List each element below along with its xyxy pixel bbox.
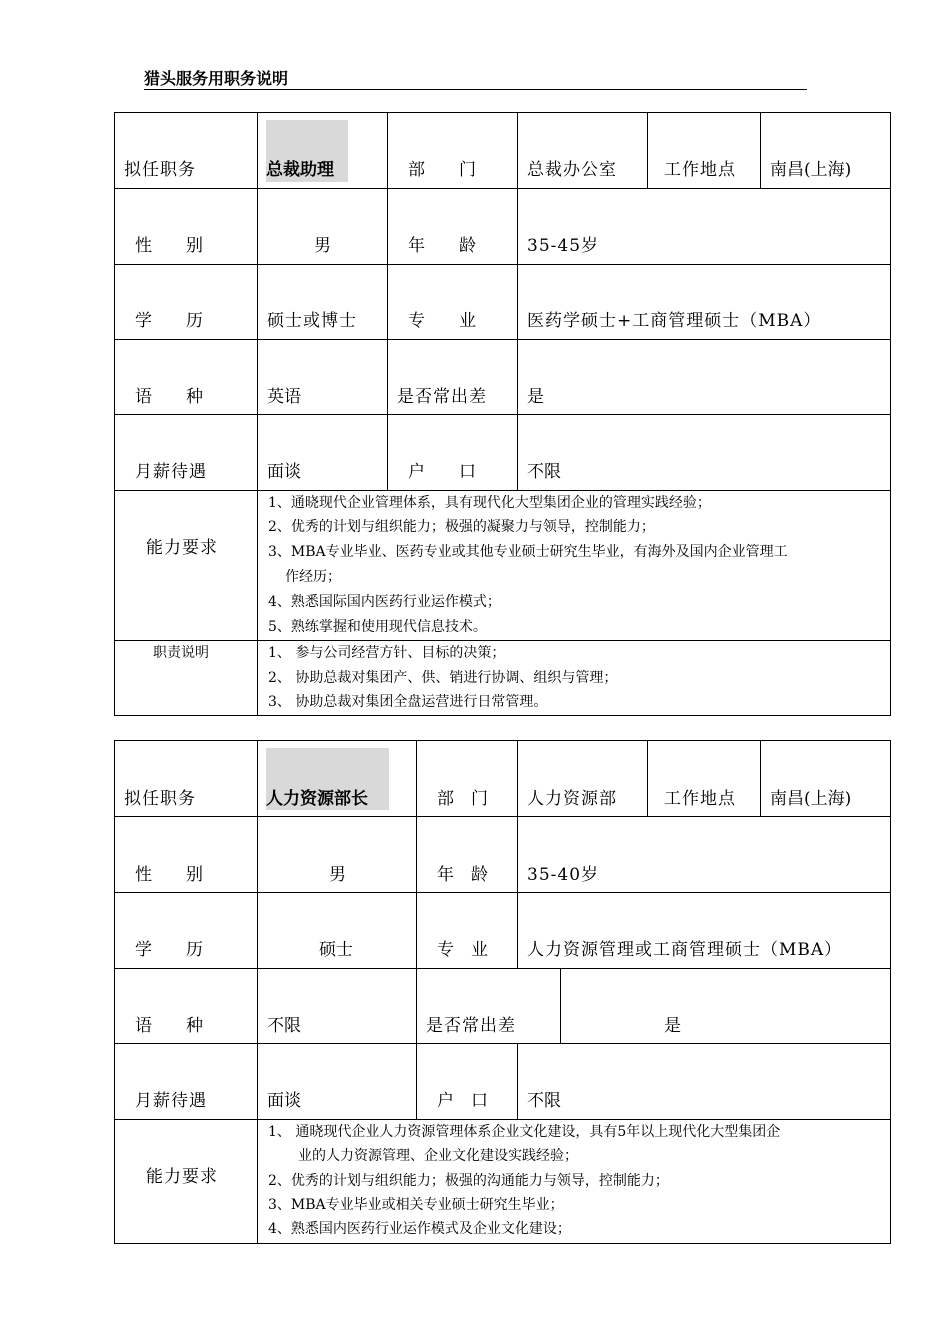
cell-travel: [560, 968, 891, 1044]
label-major: 专 业: [408, 311, 476, 331]
label-ability: 能力要求: [146, 538, 218, 558]
major-value: 人力资源管理或工商管理硕士（MBA）: [527, 940, 843, 960]
label-location: 工作地点: [664, 160, 736, 180]
label-ability: 能力要求: [146, 1167, 218, 1187]
ability-item: 业的人力资源管理、企业文化建设实践经验；: [298, 1148, 578, 1164]
label-language: 语 种: [135, 1016, 203, 1036]
ability-item: 4、熟悉国内医药行业运作模式及企业文化建设；: [268, 1221, 571, 1237]
position-value: 人力资源部长: [266, 789, 368, 809]
gender-value: 男: [329, 865, 346, 885]
label-education: 学 历: [135, 311, 203, 331]
ability-item: 3、MBA专业毕业、医药专业或其他专业硕士研究生毕业，有海外及国内企业管理工: [268, 544, 788, 560]
hukou-value: 不限: [527, 462, 561, 482]
label-position: 拟任职务: [124, 789, 196, 809]
duty-item: 3、 协助总裁对集团全盘运营进行日常管理。: [268, 694, 548, 710]
dept-value: 人力资源部: [527, 789, 617, 809]
position-value: 总裁助理: [266, 160, 334, 180]
label-gender: 性 别: [135, 236, 203, 256]
label-dept: 部 门: [408, 160, 476, 180]
label-age: 年 龄: [408, 236, 476, 256]
major-value: 医药学硕士+工商管理硕士（MBA）: [527, 311, 822, 331]
ability-item: 1、通晓现代企业管理体系，具有现代化大型集团企业的管理实践经验；: [268, 495, 711, 511]
label-age: 年 龄: [437, 865, 488, 885]
label-salary: 月薪待遇: [135, 1091, 207, 1111]
language-value: 不限: [267, 1016, 301, 1036]
label-education: 学 历: [135, 940, 203, 960]
travel-value: 是: [527, 387, 544, 407]
label-salary: 月薪待遇: [135, 462, 207, 482]
ability-item: 3、MBA专业毕业或相关专业硕士研究生毕业；: [268, 1197, 564, 1213]
salary-value: 面谈: [267, 462, 301, 482]
ability-item: 5、熟练掌握和使用现代信息技术。: [268, 619, 487, 635]
location-value: 南昌(上海): [770, 789, 852, 809]
label-dept: 部 门: [437, 789, 488, 809]
label-duty: 职责说明: [153, 645, 209, 661]
salary-value: 面谈: [267, 1091, 301, 1111]
cell-hukou: [517, 414, 891, 491]
label-location: 工作地点: [664, 789, 736, 809]
label-hukou: 户 口: [408, 462, 476, 482]
label-position: 拟任职务: [124, 160, 196, 180]
label-language: 语 种: [135, 387, 203, 407]
dept-value: 总裁办公室: [527, 160, 617, 180]
label-major: 专 业: [437, 940, 488, 960]
age-value: 35-45岁: [527, 236, 600, 256]
ability-item: 2、优秀的计划与组织能力；极强的沟通能力与领导，控制能力；: [268, 1173, 669, 1189]
cell-label-ability: [114, 490, 258, 641]
label-gender: 性 别: [135, 865, 203, 885]
duty-item: 2、 协助总裁对集团产、供、销进行协调、组织与管理；: [268, 670, 618, 686]
ability-item: 作经历；: [285, 569, 341, 585]
document-title: 猎头服务用职务说明: [144, 69, 289, 88]
hukou-value: 不限: [527, 1091, 561, 1111]
ability-item: 4、熟悉国际国内医药行业运作模式；: [268, 594, 501, 610]
ability-item: 2、优秀的计划与组织能力；极强的凝聚力与领导，控制能力；: [268, 519, 655, 535]
language-value: 英语: [267, 387, 301, 407]
education-value: 硕士或博士: [267, 311, 357, 331]
gender-value: 男: [314, 236, 331, 256]
duty-item: 1、 参与公司经营方针、目标的决策；: [268, 645, 506, 661]
cell-travel: [517, 339, 891, 415]
location-value: 南昌(上海): [770, 160, 852, 180]
title-underline: [144, 89, 807, 90]
label-hukou: 户 口: [437, 1091, 488, 1111]
age-value: 35-40岁: [527, 865, 600, 885]
travel-value: 是: [664, 1016, 681, 1036]
ability-item: 1、 通晓现代企业人力资源管理体系企业文化建设，具有5年以上现代化大型集团企: [268, 1124, 781, 1140]
cell-hukou: [517, 1043, 891, 1120]
label-travel: 是否常出差: [397, 387, 487, 407]
education-value: 硕士: [319, 940, 353, 960]
label-travel: 是否常出差: [426, 1016, 516, 1036]
